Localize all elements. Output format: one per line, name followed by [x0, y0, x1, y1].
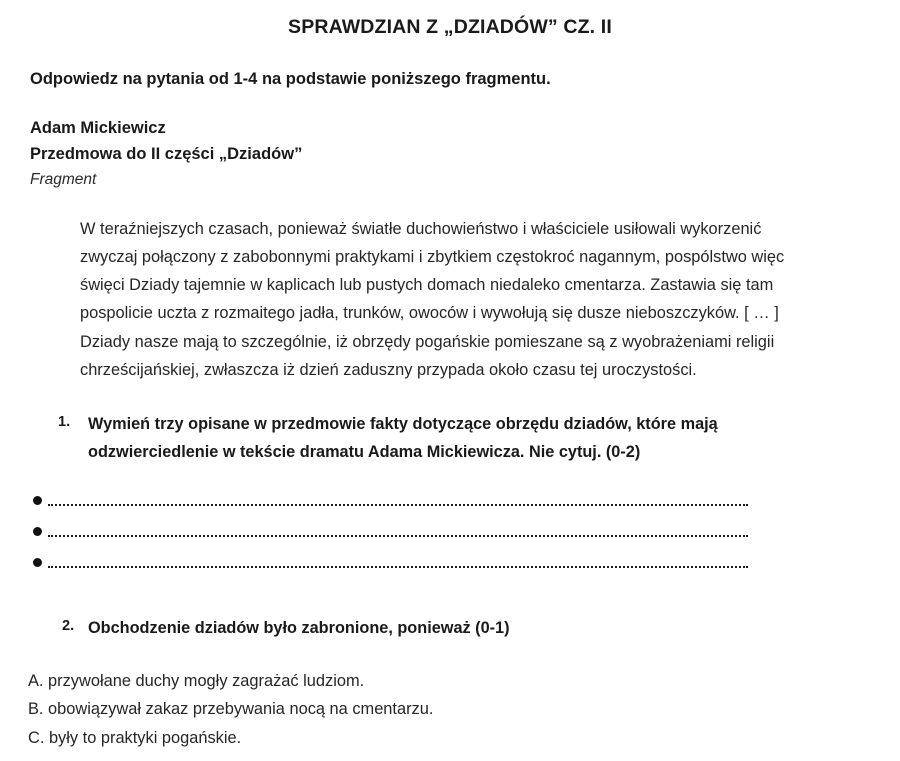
quoted-fragment: W teraźniejszych czasach, ponieważ światłe duchowieństwo i właściciele usiłowali wykorzenić zwyczaj połączony z zabobonnymi praktykami i zbytkiem częstokroć nagannym, pospólstwo więc święci Dziady tajemnie w kaplicach lub pustych domach niedaleko cmentarza. Zastawia się tam pospolicie uczta z rozmaitego jadła, trunków, owoców i wywołują się dusze nieboszczyków. [ … ] Dziady nasze mają to szczególnie, iż obrzędy pogańskie pomieszane są z wyobrażeniami religii chrześcijańskiej, zwłaszcza iż dzień zaduszny przypada około czasu tej uroczystości. — [80, 219, 785, 379]
dotted-writing-line[interactable] — [48, 504, 748, 506]
question-1-answer-area — [0, 466, 900, 578]
dotted-writing-line[interactable] — [48, 535, 748, 537]
answer-line[interactable] — [33, 547, 900, 578]
question-2-text: Obchodzenie dziadów było zabronione, ponieważ (0-1) — [88, 619, 510, 638]
question-1-text: Wymień trzy opisane w przedmowie fakty dotyczące obrzędu dziadów, które mają odzwierciedlenie w tekście dramatu Adama Mickiewicza. Nie cytuj. (0-2) — [88, 415, 718, 462]
page-title: SPRAWDZIAN Z „DZIADÓW” CZ. II — [288, 16, 612, 38]
source-attribution — [0, 89, 900, 192]
option-a[interactable]: A. przywołane duchy mogły zagrażać ludziom. — [28, 672, 365, 691]
bullet-icon — [33, 558, 42, 567]
question-1 — [0, 384, 900, 466]
question-2-number: 2. — [62, 618, 75, 635]
instruction-text: Odpowiedz na pytania od 1-4 na podstawie poniższego fragmentu. — [30, 70, 551, 88]
source-fragment-label: Fragment — [30, 170, 97, 188]
answer-line[interactable] — [33, 516, 900, 547]
source-author: Adam Mickiewicz — [30, 119, 166, 137]
question-2-options — [0, 642, 900, 752]
bullet-icon — [33, 496, 42, 505]
source-work-title: Przedmowa do II części „Dziadów” — [30, 145, 303, 164]
question-2 — [0, 578, 900, 642]
bullet-icon — [33, 527, 42, 536]
option-b[interactable]: B. obowiązywał zakaz przebywania nocą na cmentarzu. — [28, 700, 434, 719]
dotted-writing-line[interactable] — [48, 566, 748, 568]
option-c[interactable]: C. były to praktyki pogańskie. — [28, 728, 242, 747]
answer-line[interactable] — [33, 485, 900, 516]
question-1-number: 1. — [58, 414, 71, 431]
